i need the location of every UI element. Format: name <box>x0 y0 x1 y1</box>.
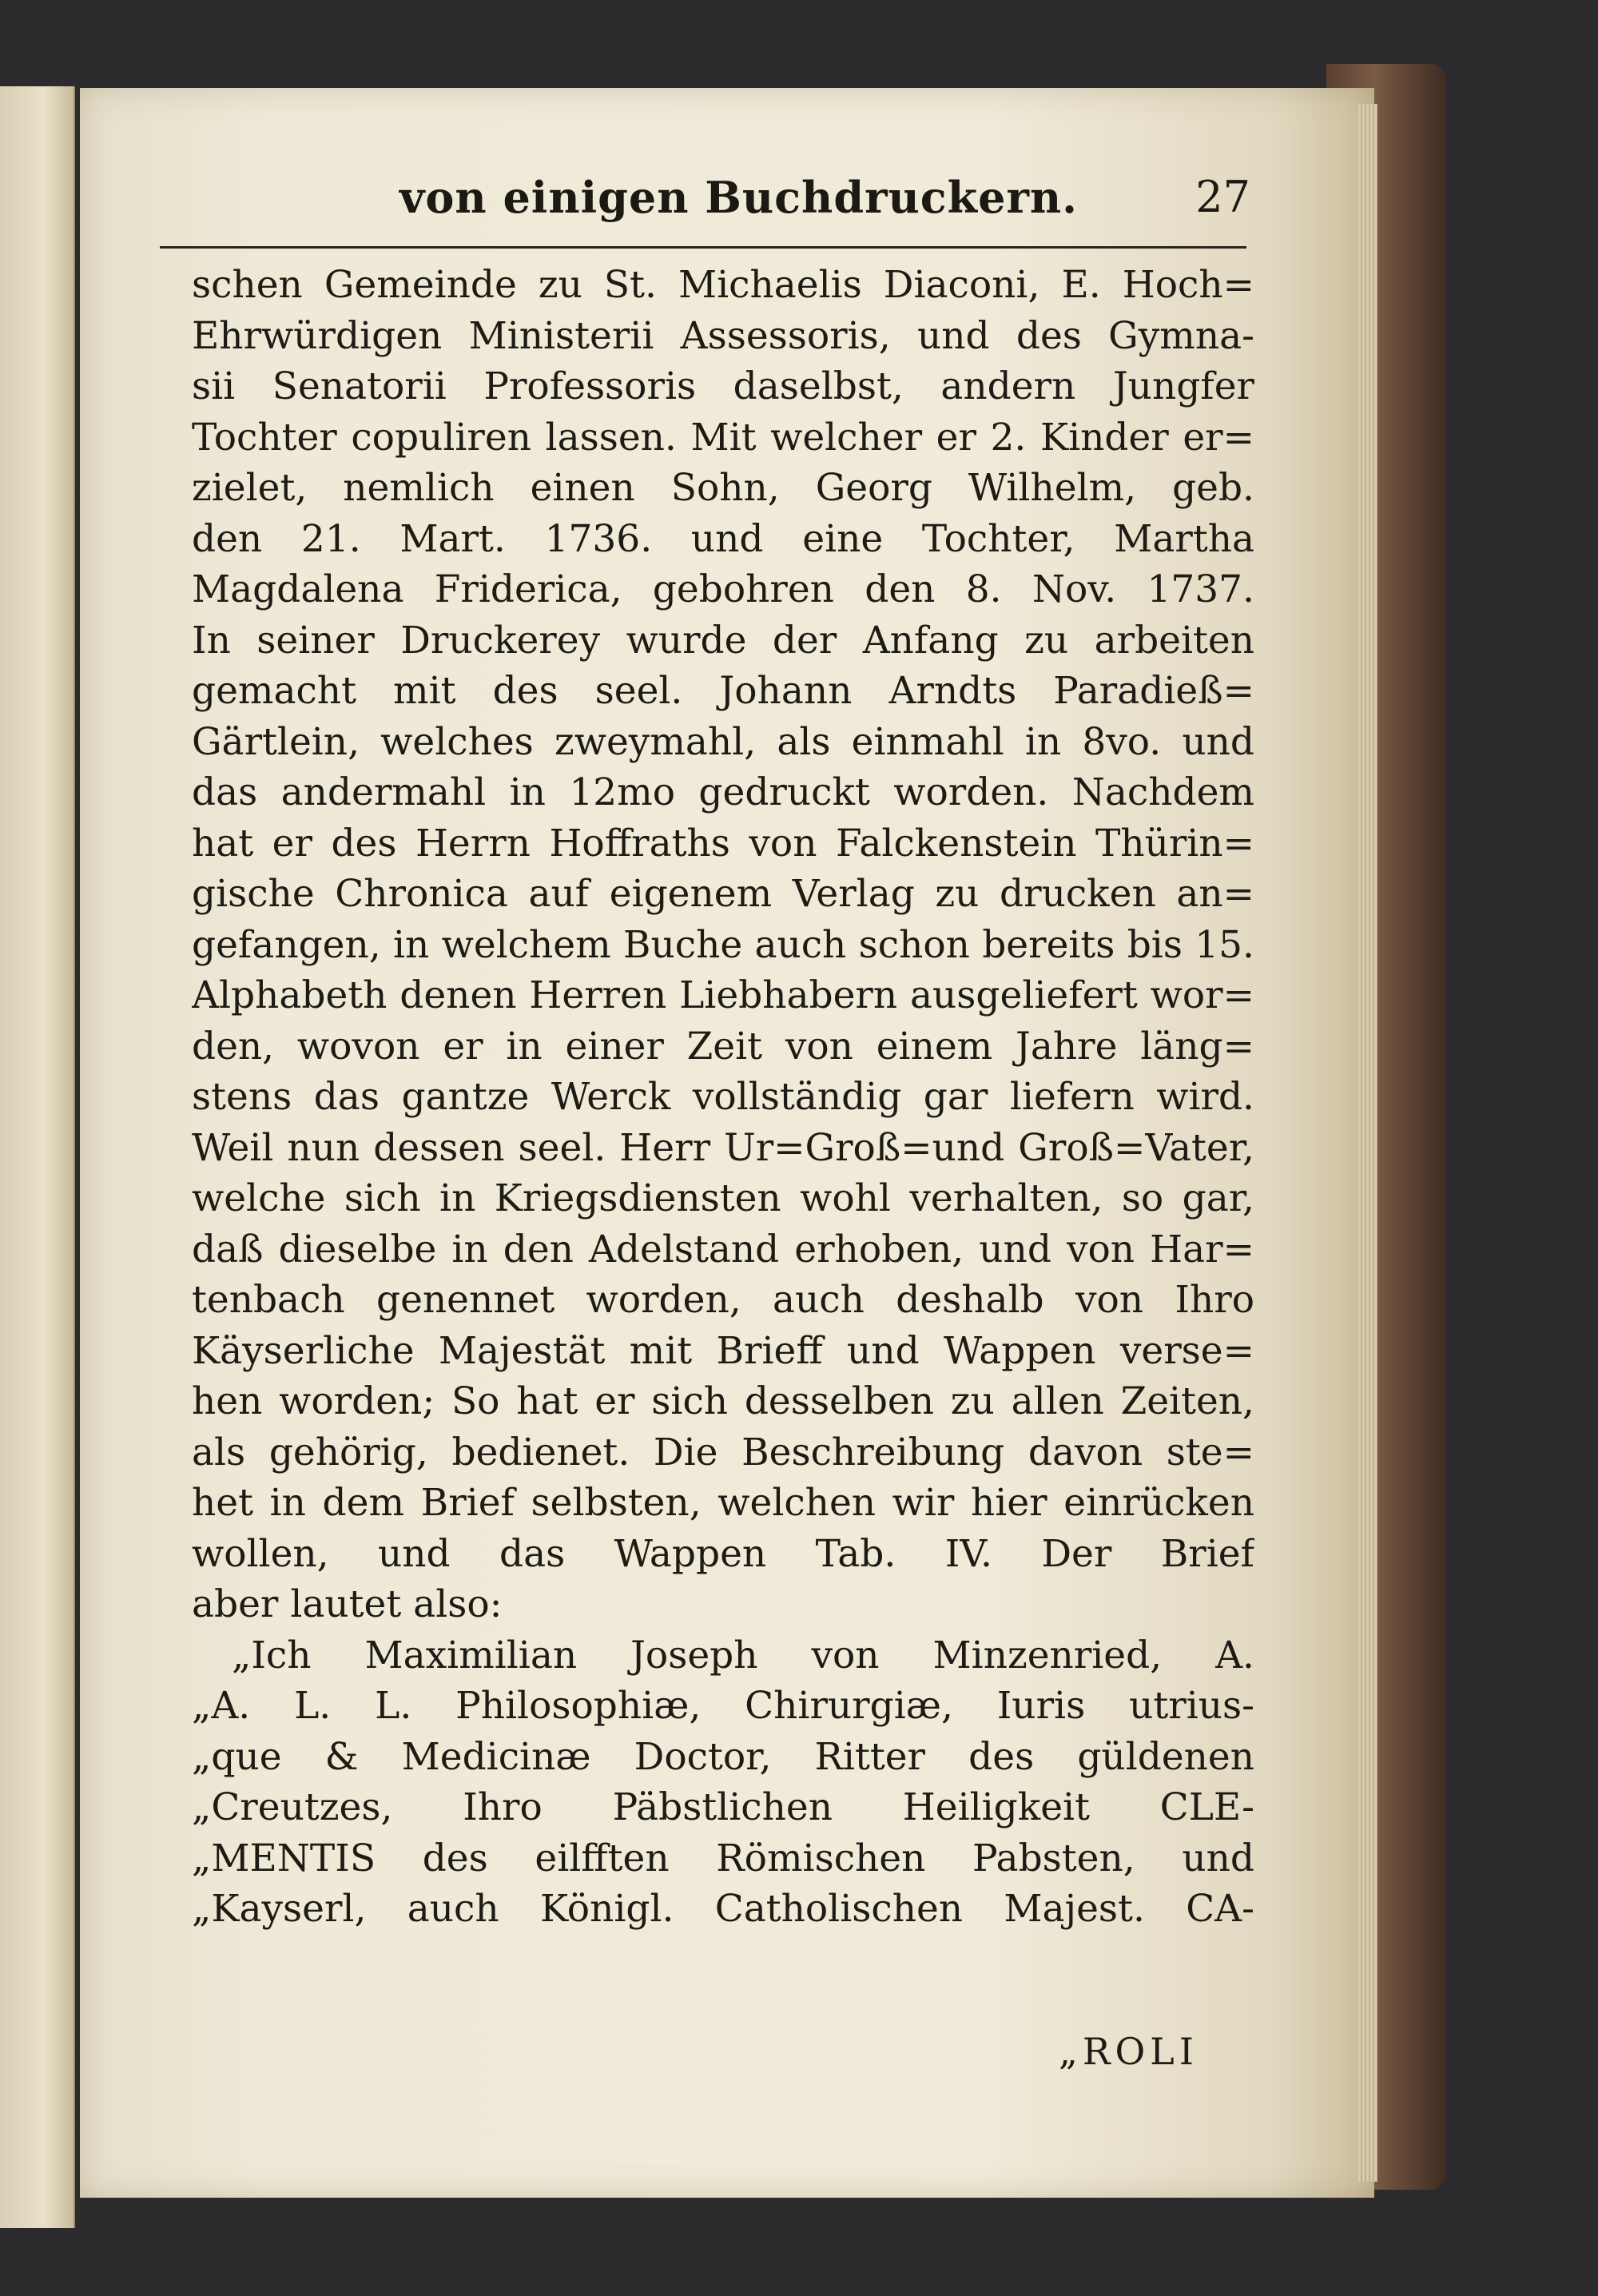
text-line: Magdalena Friderica, gebohren den 8. Nov. 1737. <box>192 567 1254 611</box>
quote-line: „Creutzes, Ihro Päbstlichen Heiligkeit CLE- <box>192 1785 1254 1829</box>
text-line: tenbach genennet worden, auch deshalb von Ihro <box>192 1278 1254 1322</box>
text-line: hat er des Herrn Hoffraths von Falckenstein Thürin= <box>192 821 1254 865</box>
text-line: gefangen, in welchem Buche auch schon bereits bis 15. <box>192 922 1254 967</box>
text-line: den, wovon er in einer Zeit von einem Jahre läng= <box>192 1024 1254 1068</box>
text-line: Weil nun dessen seel. Herr Ur=Groß=und Groß=Vater, <box>192 1125 1254 1170</box>
quote-line: „Ich Maximilian Joseph von Minzenried, A. <box>232 1633 1254 1677</box>
text-line: welche sich in Kriegsdiensten wohl verhalten, so gar, <box>192 1176 1254 1220</box>
running-head: von einigen Buchdruckern. <box>400 172 1078 223</box>
text-line: aber lautet also: <box>192 1582 503 1626</box>
text-line: schen Gemeinde zu St. Michaelis Diaconi, E. Hoch= <box>192 263 1254 307</box>
quote-line: „A. L. L. Philosophiæ, Chirurgiæ, Iuris utrius- <box>192 1684 1254 1728</box>
page-header <box>188 172 1250 228</box>
catchword: „ROLI <box>1059 2030 1198 2073</box>
left-page-edge <box>0 86 75 2228</box>
text-line: daß dieselbe in den Adelstand erhoben, und von Har= <box>192 1227 1254 1271</box>
text-line: den 21. Mart. 1736. und eine Tochter, Martha <box>192 516 1254 561</box>
text-line: hen worden; So hat er sich desselben zu allen Zeiten, <box>192 1379 1254 1423</box>
text-line: sii Senatorii Professoris daselbst, andern Jungfer <box>192 364 1254 408</box>
text-line: gische Chronica auf eigenem Verlag zu drucken an= <box>192 872 1254 916</box>
quote-line: „Kayserl, auch Königl. Catholischen Majest. CA- <box>192 1887 1254 1931</box>
text-line: als gehörig, bedienet. Die Beschreibung davon ste= <box>192 1430 1254 1474</box>
quote-line: „MENTIS des eilfften Römischen Pabsten, und <box>192 1836 1254 1880</box>
text-line: stens das gantze Werck vollständig gar liefern wird. <box>192 1075 1254 1119</box>
text-line: het in dem Brief selbsten, welchen wir hier einrücken <box>192 1481 1254 1525</box>
text-line: Käyserliche Majestät mit Brieff und Wappen verse= <box>192 1328 1254 1373</box>
text-line: Gärtlein, welches zweymahl, als einmahl in 8vo. und <box>192 719 1254 764</box>
quote-line: „que & Medicinæ Doctor, Ritter des güldenen <box>192 1734 1254 1779</box>
text-line: Tochter copuliren lassen. Mit welcher er 2. Kinder er= <box>192 415 1254 460</box>
text-line: Alphabeth denen Herren Liebhabern ausgeliefert wor= <box>192 973 1254 1017</box>
text-line: gemacht mit des seel. Johann Arndts Paradieß= <box>192 669 1254 713</box>
header-rule <box>160 246 1246 249</box>
text-line: In seiner Druckerey wurde der Anfang zu arbeiten <box>192 618 1254 663</box>
text-line: wollen, und das Wappen Tab. IV. Der Brief <box>192 1531 1254 1576</box>
text-line: das andermahl in 12mo gedruckt worden. Nachdem <box>192 770 1254 814</box>
page-fore-edge <box>1358 104 1377 2182</box>
text-block <box>192 260 1254 1935</box>
text-line: Ehrwürdigen Ministerii Assessoris, und des Gymna- <box>192 313 1254 358</box>
text-line: zielet, nemlich einen Sohn, Georg Wilhelm, geb. <box>192 466 1254 510</box>
page-number: 27 <box>1195 172 1250 222</box>
